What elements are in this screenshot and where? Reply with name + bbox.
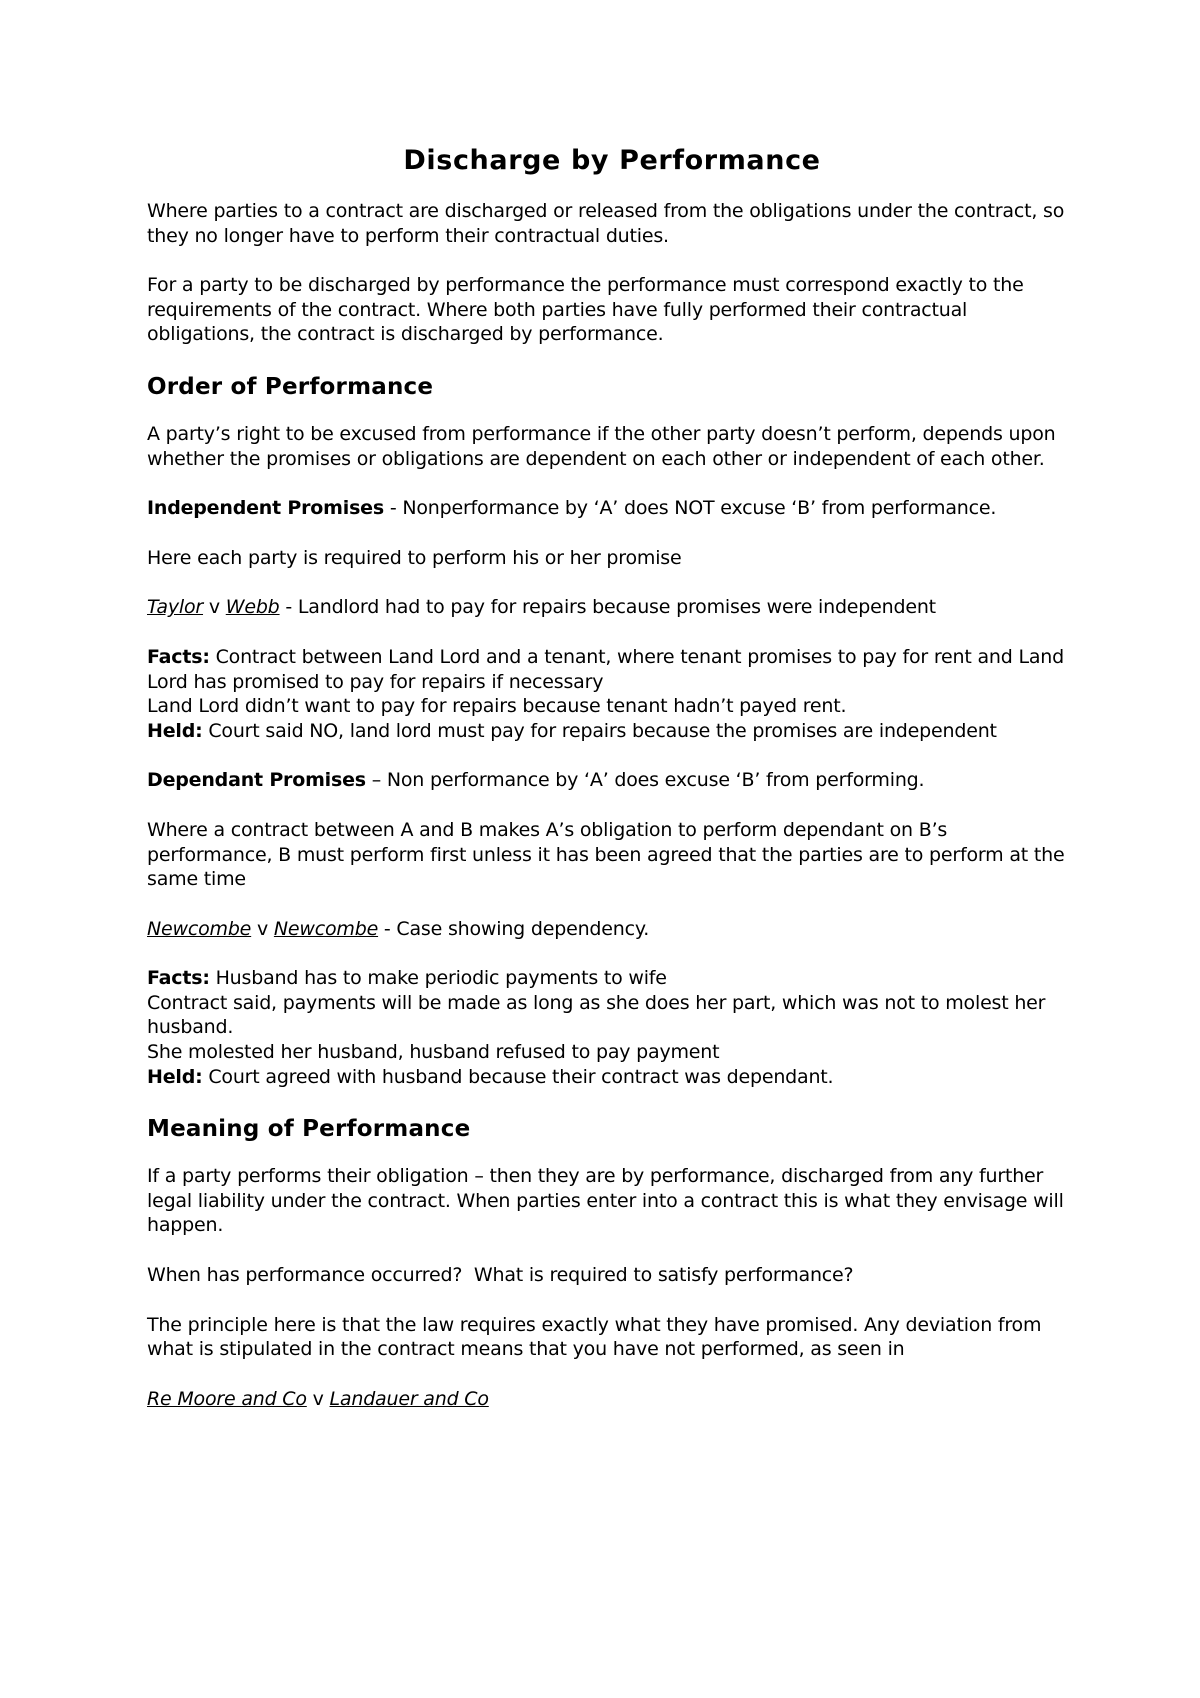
case-versus: v xyxy=(306,1387,330,1410)
case-party-newcombe-2: Newcombe xyxy=(273,917,379,940)
case-party-taylor: Taylor xyxy=(147,596,204,619)
order-paragraph-1: A party’s right to be excused from performance if the other party doesn’t perform, depends upon whether the promises or obligations are dependent on each other or independent of each other. xyxy=(147,422,1056,470)
case-party-landauer: Landauer and Co xyxy=(329,1387,489,1410)
facts-line-1: Contract between Land Lord and a tenant, where tenant promises to pay for rent and Land Lord has promised to pay for repairs if necessary xyxy=(147,645,1064,693)
facts-line-1: Husband has to make periodic payments to wife xyxy=(209,967,667,990)
independent-promises-text: - Nonperformance by ‘A’ does NOT excuse ‘B’ from performance. xyxy=(383,497,997,520)
independent-promises-label: Independent Promises xyxy=(147,497,384,520)
dependant-promises-paragraph xyxy=(147,768,1077,793)
case-moore-landauer xyxy=(147,1387,1077,1412)
meaning-paragraph-3: The principle here is that the law requires exactly what they have promised. Any deviation from what is stipulated in the contract means that you have not performed, as seen in xyxy=(147,1313,1042,1361)
dependant-promises-text: – Non performance by ‘A’ does excuse ‘B’ from performing. xyxy=(365,769,925,792)
dependant-promises-label: Dependant Promises xyxy=(147,769,366,792)
case-description: - Case showing dependency. xyxy=(378,917,650,940)
held-text: Court agreed with husband because their contract was dependant. xyxy=(202,1065,834,1088)
facts-taylor-webb xyxy=(147,645,1077,743)
order-paragraph-6: Where a contract between A and B makes A’s obligation to perform dependant on B’s performance, B must perform first unless it has been agreed that the parties are to perform at the same time xyxy=(147,818,1065,891)
order-paragraph-3: Here each party is required to perform his or her promise xyxy=(147,546,682,569)
held-label: Held: xyxy=(147,719,203,742)
document-title: Discharge by Performance xyxy=(403,145,821,176)
meaning-paragraph-2: When has performance occurred? What is required to satisfy performance? xyxy=(147,1264,854,1287)
facts-line-2: Land Lord didn’t want to pay for repairs because tenant hadn’t payed rent. xyxy=(147,695,847,718)
section-heading-meaning: Meaning of Performance xyxy=(147,1116,471,1143)
section-heading-order: Order of Performance xyxy=(147,373,434,400)
facts-line-2: Contract said, payments will be made as long as she does her part, which was not to molest her husband. xyxy=(147,991,1046,1039)
case-versus: v xyxy=(203,596,226,619)
facts-line-3: She molested her husband, husband refused to pay payment xyxy=(147,1041,720,1064)
case-description: - Landlord had to pay for repairs because promises were independent xyxy=(279,596,936,619)
facts-label: Facts: xyxy=(147,645,210,668)
case-versus: v xyxy=(251,917,274,940)
facts-newcombe xyxy=(147,966,1077,1089)
held-text: Court said NO, land lord must pay for repairs because the promises are independent xyxy=(202,719,997,742)
case-newcombe xyxy=(147,917,1077,942)
intro-paragraph-1: Where parties to a contract are discharged or released from the obligations under the contract, so they no longer have to perform their contractual duties. xyxy=(147,200,1065,247)
facts-label: Facts: xyxy=(147,967,210,990)
case-party-newcombe-1: Newcombe xyxy=(147,917,252,940)
intro-paragraph-2: For a party to be discharged by performance the performance must correspond exactly to the requirements of the contract. Where both parties have fully performed their contractual obligations, the contract is discharged by performance. xyxy=(147,274,1024,346)
case-party-moore: Re Moore and Co xyxy=(147,1387,307,1410)
case-taylor-webb xyxy=(147,595,1077,620)
meaning-paragraph-1: If a party performs their obligation – then they are by performance, discharged from any further legal liability under the contract. When parties enter into a contract this is what they envisage will happen. xyxy=(147,1165,1064,1237)
case-party-webb: Webb xyxy=(225,596,280,619)
held-label: Held: xyxy=(147,1065,203,1088)
document-page xyxy=(147,143,1077,1411)
independent-promises-paragraph xyxy=(147,496,1077,521)
